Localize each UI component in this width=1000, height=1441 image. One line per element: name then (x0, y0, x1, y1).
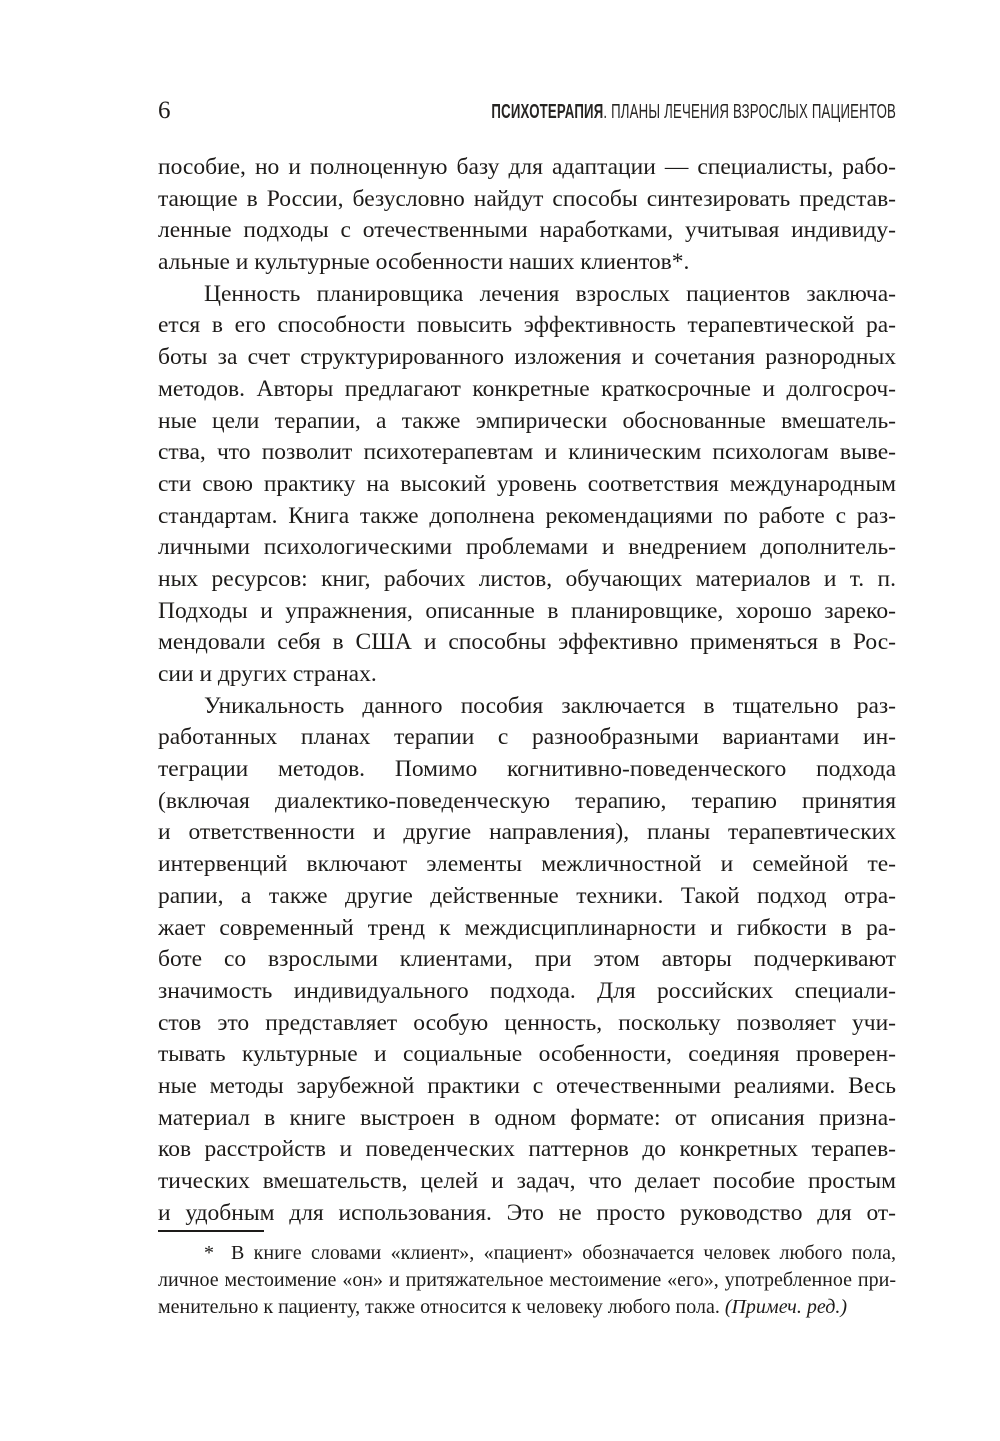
body-text (158, 152, 896, 1229)
page-header (158, 97, 896, 125)
paragraph (158, 691, 896, 1230)
running-title-book: ПСИХОТЕРАПИЯ (491, 101, 604, 123)
footnote-marker: * (204, 1242, 214, 1264)
text-line: материал в книге выстроен в одном формате: от описания призна- (158, 1104, 896, 1131)
text-line: стов это представляет особую ценность, поскольку позволяет учи- (158, 1009, 896, 1036)
footnote-editor-note: (Примеч. ред.) (724, 1296, 848, 1318)
paragraph (158, 279, 896, 691)
text-line: боте со взрослыми клиентами, при этом авторы подчеркивают (158, 946, 896, 973)
footnote-line (158, 1294, 896, 1321)
text-line: тающие в России, безусловно найдут способы синтезировать представ- (158, 185, 896, 212)
text-line: ков расстройств и поведенческих паттернов до конкретных терапев- (158, 1136, 896, 1163)
text-line: интервенций включают элементы межличностной и семейной те- (158, 851, 896, 878)
paragraph (158, 152, 896, 279)
text-line: ные цели терапии, а также эмпирически обоснованные вмешатель- (158, 407, 896, 434)
footnote-text: В книге словами «клиент», «пациент» обозначается человек любого пола, (231, 1242, 896, 1264)
page-number: 6 (158, 97, 171, 124)
running-title (491, 101, 896, 124)
text-line: теграции методов. Помимо когнитивно-поведенческого подхода (158, 756, 896, 783)
text-line: ных ресурсов: книг, рабочих листов, обучающих материалов и т. п. (158, 565, 896, 592)
text-line: боты за счет структурированного изложения и сочетания разнородных (158, 344, 896, 371)
text-line: мендовали себя в США и способны эффективно применяться в Рос- (158, 629, 896, 656)
text-line: рапии, а также другие действенные техники. Такой подход отра- (158, 882, 896, 909)
running-title-subtitle: . ПЛАНЫ ЛЕЧЕНИЯ ВЗРОСЛЫХ ПАЦИЕНТОВ (603, 101, 896, 123)
text-line: Уникальность данного пособия заключается в тщательно раз- (204, 692, 896, 719)
text-line: и удобным для использования. Это не просто руководство для от- (158, 1199, 896, 1226)
text-line: стандартам. Книга также дополнена рекомендациями по работе с раз- (158, 502, 896, 529)
text-line: ства, что позволит психотерапевтам и клиническим психологам выве- (158, 439, 896, 466)
text-line: сти свою практику на высокий уровень соответствия международным (158, 470, 896, 497)
text-line: альные и культурные особенности наших клиентов*. (158, 249, 690, 276)
text-line: Ценность планировщика лечения взрослых пациентов заключа- (204, 280, 896, 307)
text-line: тывать культурные и социальные особенности, соединяя проверен- (158, 1041, 896, 1068)
text-line: Подходы и упражнения, описанные в планировщике, хорошо зареко- (158, 597, 896, 624)
footnote-line (158, 1267, 896, 1294)
text-line: сии и других странах. (158, 661, 377, 687)
text-line: жает современный тренд к междисциплинарности и гибкости в ра- (158, 914, 896, 941)
text-line: пособие, но и полноценную базу для адаптации — специалисты, рабо- (158, 154, 896, 180)
footnote-text: менительно к пациенту, также относится к человеку любого пола. (158, 1296, 725, 1318)
footnote-text: личное местоимение «он» и притяжательное местоимение «его», употребленное при- (158, 1269, 896, 1291)
text-line: (включая диалектико-поведенческую терапию, терапию принятия (158, 787, 896, 814)
text-line: личными психологическими проблемами и внедрением дополнитель- (158, 534, 896, 561)
footnote-line (158, 1240, 896, 1267)
text-line: и ответственности и другие направления), планы терапевтических (158, 819, 896, 846)
text-line: ленные подходы с отечественными наработками, учитывая индивиду- (158, 217, 896, 244)
text-line: методов. Авторы предлагают конкретные краткосрочные и долгосроч- (158, 375, 896, 402)
text-line: работанных планах терапии с разнообразными вариантами ин- (158, 724, 896, 751)
text-line: ется в его способности повысить эффективность терапевтической ра- (158, 312, 896, 339)
footnote (158, 1240, 896, 1321)
text-line: значимость индивидуального подхода. Для российских специали- (158, 977, 896, 1004)
footnote-separator (158, 1230, 264, 1232)
text-line: тических вмешательств, целей и задач, что делает пособие простым (158, 1168, 896, 1194)
text-line: ные методы зарубежной практики с отечественными реалиями. Весь (158, 1072, 896, 1099)
